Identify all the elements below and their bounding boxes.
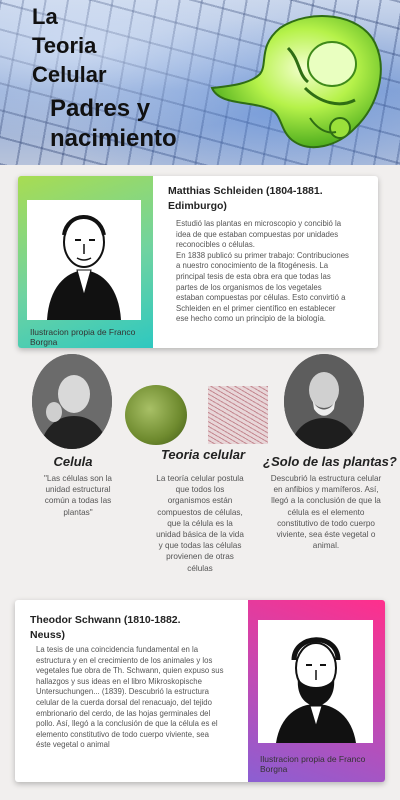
teoria-text (140, 473, 260, 574)
celula-title: Celula (53, 454, 93, 469)
text-line: unidad básica de la vida (156, 530, 244, 540)
body-line: idea de que estaban compuestas por unidades (176, 229, 339, 239)
text-line: provienen de otras (166, 552, 234, 562)
text-line: que la célula es la (167, 518, 233, 528)
text-line: células (187, 563, 213, 573)
body-line: a nuestro conocimiento de la fitogénesis. La (176, 261, 329, 271)
text-line: constitutivo de todo cuerpo (277, 518, 375, 528)
text-line: "Las células son la (44, 474, 112, 483)
text-line: llegó a la conclusión de que la (271, 496, 381, 506)
schwann-credit (260, 754, 365, 774)
body-line: ese hecho como un principio de la biología. (176, 314, 326, 324)
credit-line: Borgna (30, 337, 58, 347)
plantas-title: ¿Solo de las plantas? (263, 454, 397, 469)
body-line: estaban compuestas por células. Esto convirtió a (176, 293, 346, 303)
schwann-portrait (258, 620, 373, 743)
body-line: principal tesis de esta obra era que todas las (176, 271, 331, 281)
schwann-body (36, 645, 246, 751)
body-line: celular de la cuerda dorsal del renacuajo, del tejido (36, 697, 212, 707)
text-line: compuestos de células, (157, 507, 243, 517)
celula-text (30, 473, 126, 518)
body-line: reconocibles o células. (176, 240, 255, 250)
schleiden-credit (30, 327, 135, 347)
schleiden-body (176, 219, 374, 325)
text-line: en anfibios y mamíferos. Así, (273, 485, 379, 495)
subtitle-line: Padres y (50, 95, 151, 122)
body-line: vegetales fue obra de Th. Schwann, quien expuso sus (36, 666, 224, 676)
plant-cells-photo (125, 385, 187, 445)
scientist-photo-right (284, 354, 364, 449)
plantas-text (258, 473, 394, 551)
credit-line: Ilustracion propia de Franco (30, 327, 136, 337)
schleiden-heading (168, 184, 323, 214)
body-line: Schleiden en el primer científico en establecer (176, 303, 336, 313)
text-line: célula es el elemento (287, 507, 365, 517)
body-line: En 1838 publicó su primer trabajo: Contribuciones (176, 250, 349, 260)
title-line: Teoria (32, 33, 97, 58)
text-line: animal. (312, 541, 340, 551)
text-line: común a todas las (44, 496, 112, 506)
subtitle-line: nacimiento (50, 125, 177, 152)
heading-line: Neuss) (30, 629, 66, 641)
text-line: Descubrió la estructura celular (270, 474, 382, 483)
heading-line: Theodor Schwann (1810-1882. (30, 614, 181, 626)
body-line: hallazgos y sus ideas en el libro Mikroskopische (36, 676, 202, 686)
heading-line: Matthias Schleiden (1804-1881. (168, 185, 323, 197)
tissue-photo (208, 386, 268, 444)
text-line: que todos los (175, 485, 225, 495)
body-line: elemento constitutivo de todo cuerpo viviente, sea (36, 729, 209, 739)
body-line: Untersuchungen... (1839). Descubrió la estructura (36, 687, 209, 697)
schleiden-portrait (27, 200, 141, 320)
embryo-illustration (210, 8, 390, 158)
page-subtitle (50, 94, 177, 154)
body-line: embrionario del cerdo, de las hojas germinales del (36, 708, 211, 718)
text-line: viviente, sea éste vegetal o (276, 530, 376, 540)
scientist-photo-left (32, 354, 112, 449)
text-line: organismos están (167, 496, 233, 506)
text-line: unidad estructural (45, 485, 111, 495)
text-line: y que todas las células (158, 541, 242, 551)
body-line: La tesis de una coincidencia fundamental en la (36, 645, 199, 654)
schwann-heading (30, 613, 181, 643)
body-line: estructura y en el crecimiento de los animales y los (36, 655, 213, 665)
header-banner (0, 0, 400, 165)
text-line: plantas" (63, 507, 93, 517)
title-line: Celular (32, 62, 107, 87)
credit-line: Borgna (260, 764, 288, 774)
text-line: La teoría celular postula (156, 474, 244, 483)
body-line: éste vegetal o animal (36, 740, 110, 750)
body-line: Estudió las plantas en microscopio y concibió la (176, 219, 342, 228)
teoria-title: Teoria celular (160, 447, 246, 462)
body-line: pollo. Así, llegó a la conclusión de que la célula es el (36, 719, 218, 729)
page-title (32, 2, 107, 89)
heading-line: Edimburgo) (168, 200, 227, 212)
credit-line: Ilustracion propia de Franco (260, 754, 366, 764)
title-line: La (32, 4, 58, 29)
body-line: partes de los organismos de los vegetales (176, 282, 322, 292)
